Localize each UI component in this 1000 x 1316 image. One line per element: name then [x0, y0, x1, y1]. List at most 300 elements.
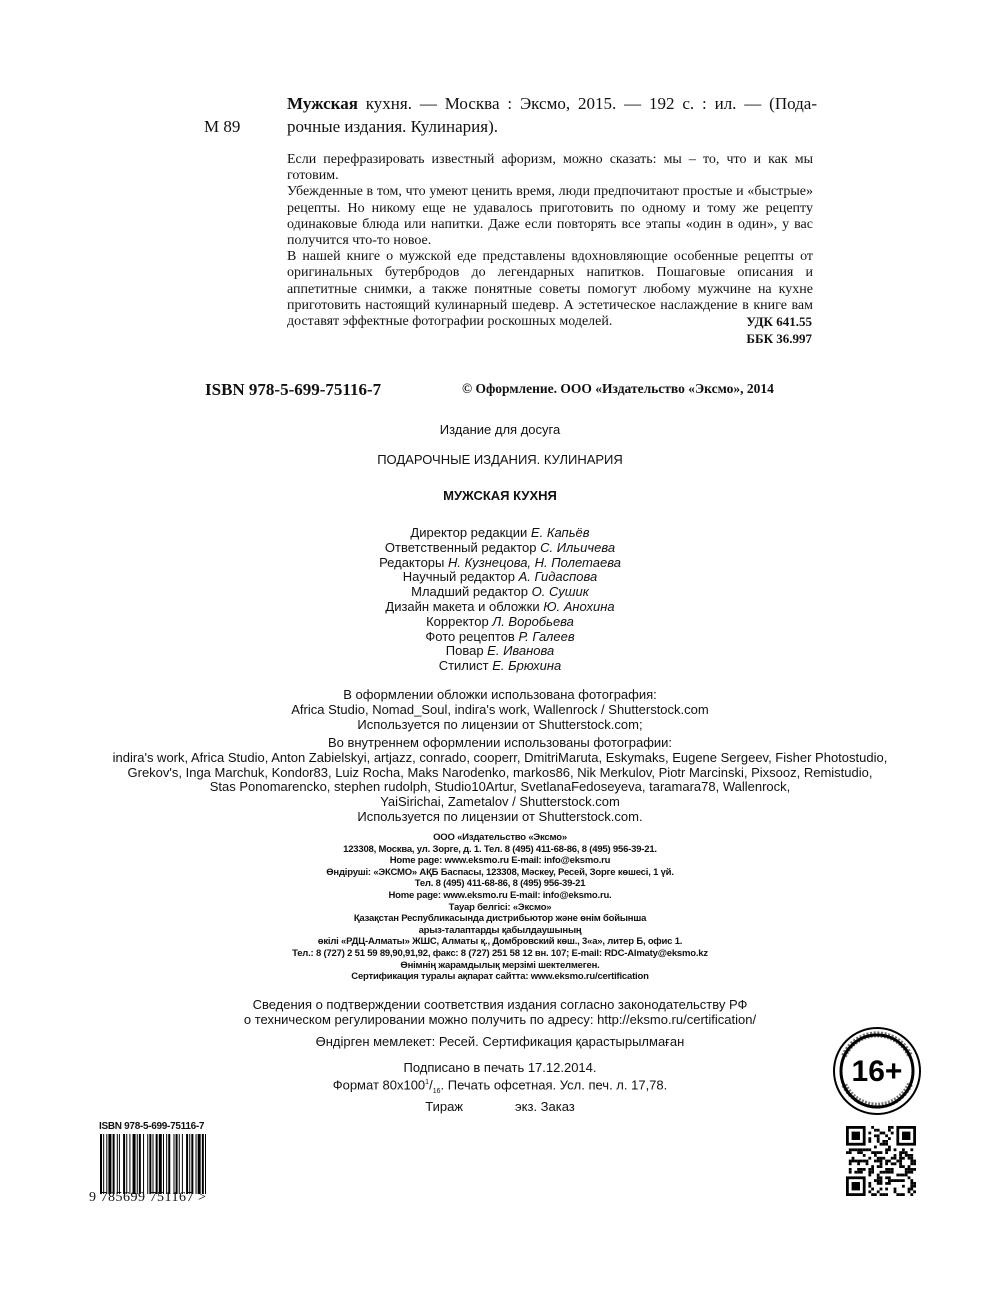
barcode-bar — [191, 1134, 193, 1194]
qr-module — [908, 1154, 911, 1157]
biblio-line-1 — [287, 92, 817, 115]
qr-module — [899, 1179, 902, 1182]
qr-module — [882, 1193, 885, 1196]
circulation-label: Тираж — [425, 1098, 464, 1114]
barcode-bar — [159, 1134, 162, 1194]
qr-module — [880, 1160, 883, 1163]
qr-module — [860, 1151, 863, 1154]
barcode-bar — [186, 1134, 188, 1194]
credit-line — [0, 615, 1000, 630]
qr-module — [880, 1132, 883, 1135]
qr-module — [863, 1160, 866, 1163]
print-format: Формат $80х100^1/_{16}$. Печать офсетная. Усл. печ. л. 17,78. — [332, 1077, 668, 1095]
qr-module — [871, 1126, 874, 1129]
inner-photo-line: Используется по лицензии от Shutterstock.com. — [357, 808, 643, 824]
barcode-bar — [179, 1134, 180, 1194]
publisher-line: Home page: www.eksmo.ru E-mail: info@eksmo.ru — [389, 855, 611, 867]
barcode-bar — [153, 1134, 154, 1194]
qr-module — [877, 1190, 880, 1193]
qr-module — [905, 1168, 908, 1171]
qr-module — [885, 1160, 888, 1163]
qr-module — [877, 1137, 880, 1140]
barcode-bar — [119, 1134, 120, 1194]
qr-module — [896, 1174, 899, 1177]
qr-module — [910, 1182, 913, 1185]
qr-module — [894, 1148, 897, 1151]
qr-module — [885, 1143, 888, 1146]
qr-module — [877, 1140, 880, 1143]
qr-module — [874, 1134, 877, 1137]
qr-module — [888, 1129, 891, 1132]
annotation-paragraph: Убежденные в том, что умеют ценить время, люди предпочитают простые и «быстрые» рецепты. Но никому еще не удавалось приготовить по одному и тому же рецепту одинаковые блюда или напитки. Даже если повторять все этапы «один в один», у вас получится что-то новое. — [287, 184, 813, 249]
qr-module — [908, 1165, 911, 1168]
publisher-line: өкілі «РДЦ-Алматы» ЖШС, Алматы қ., Домбровский көш., 3«а», литер Б, офис 1. — [317, 936, 683, 948]
barcode-bar — [189, 1134, 190, 1194]
credit-line — [0, 585, 1000, 600]
bbk-code: ББК 36.997 — [746, 331, 812, 346]
qr-module — [894, 1157, 897, 1160]
qr-module — [891, 1126, 894, 1129]
qr-module — [868, 1132, 871, 1135]
qr-module — [899, 1157, 902, 1160]
credit-name: Н. Кузнецова, Н. Полетаева — [447, 554, 621, 570]
qr-module — [891, 1171, 894, 1174]
annotation-paragraph: В нашей книге о мужской еде представлены вдохновляющие особенные рецепты от оригинальных бутербродов до легендарных напитков. Пошаговые описания и аппетитные снимки, а также понятные советы помогут любому мужчине на кухне приготовить настоящий кулинарный шедевр. А эстетическое наслаждение в книге вам доставят эффектные фотографии роскошных моделей. — [287, 249, 813, 330]
qr-module — [891, 1132, 894, 1135]
qr-module — [849, 1160, 852, 1163]
publisher-line: Қазақстан Республикасында дистрибьютор және өнім бойынша — [353, 913, 647, 925]
credit-role: Дизайн макета и обложки — [385, 598, 544, 614]
publisher-line: Өндіруші: «ЭКСМО» АҚБ Баспасы, 123308, Мәскеу, Ресей, Зорге көшесі, 1 үй. — [326, 866, 674, 878]
qr-module — [857, 1162, 860, 1165]
credit-role: Фото рецептов — [425, 628, 519, 644]
qr-module — [871, 1165, 874, 1168]
qr-module — [877, 1176, 880, 1179]
qr-module — [899, 1151, 902, 1154]
credit-name: Р. Галеев — [518, 628, 575, 644]
qr-module — [899, 1154, 902, 1157]
barcode-bar — [149, 1134, 151, 1194]
credit-name: О. Сушик — [531, 584, 589, 600]
qr-module — [874, 1129, 877, 1132]
barcode-bar — [129, 1134, 130, 1194]
qr-module — [891, 1162, 894, 1165]
credit-line — [0, 556, 1000, 571]
qr-module — [885, 1193, 888, 1196]
classification-codes — [746, 313, 812, 347]
country-of-origin: Өндірген мемлекет: Ресей. Сертификация қарастырылмаған — [315, 1034, 685, 1049]
qr-module — [882, 1171, 885, 1174]
qr-module — [885, 1168, 888, 1171]
credit-name: Ю. Анохина — [543, 598, 615, 614]
qr-module — [852, 1132, 860, 1140]
credit-line — [0, 644, 1000, 659]
credit-name: Е. Брюхина — [492, 658, 562, 674]
age-rating-badge — [832, 1026, 922, 1116]
qr-module — [877, 1165, 880, 1168]
barcode-bar — [137, 1134, 138, 1194]
qr-module — [910, 1171, 913, 1174]
publisher-line: Home page: www.eksmo.ru E-mail: info@eksmo.ru. — [388, 889, 612, 901]
qr-module — [854, 1160, 857, 1163]
qr-module — [908, 1157, 911, 1160]
qr-module — [877, 1174, 880, 1177]
publisher-line: Сертификация туралы ақпарат сайтта: www.eksmo.ru/certification — [351, 971, 649, 983]
qr-module — [899, 1174, 902, 1177]
barcode-bar — [174, 1134, 175, 1194]
qr-module — [902, 1157, 905, 1160]
qr-module — [899, 1193, 902, 1196]
barcode-bar — [196, 1134, 197, 1194]
credit-line — [0, 600, 1000, 615]
qr-module — [913, 1162, 916, 1165]
qr-module — [902, 1193, 905, 1196]
barcode-bar — [163, 1134, 164, 1194]
credit-line — [0, 630, 1000, 645]
cert-line: Сведения о подтверждении соответствия издания согласно законодательству РФ — [252, 997, 748, 1012]
barcode-bar — [205, 1134, 206, 1194]
publisher-line: арыз-талаптарды қабылдаушының — [418, 924, 582, 936]
qr-module — [868, 1174, 871, 1177]
qr-module — [874, 1151, 877, 1154]
biblio-title-bold: Мужская — [287, 94, 358, 113]
qr-module — [885, 1148, 888, 1151]
qr-module — [880, 1165, 883, 1168]
credit-line — [0, 526, 1000, 541]
qr-module — [888, 1137, 891, 1140]
qr-module — [877, 1157, 880, 1160]
qr-module — [857, 1148, 860, 1151]
cover-photo-line: Используется по лицензии от Shutterstock.com; — [357, 716, 643, 732]
barcode-bar — [202, 1134, 204, 1194]
qr-module — [877, 1179, 880, 1182]
qr-module — [894, 1179, 897, 1182]
qr-module — [871, 1168, 874, 1171]
qr-module — [885, 1182, 888, 1185]
qr-module — [899, 1162, 902, 1165]
qr-module — [877, 1160, 880, 1163]
qr-module — [868, 1140, 871, 1143]
qr-module — [871, 1171, 874, 1174]
publisher-line: Тауар белгісі: «Эксмо» — [448, 901, 552, 913]
copyright: © Оформление. ООО «Издательство «Эксмо», 2014 — [462, 381, 774, 396]
qr-module — [866, 1162, 869, 1165]
qr-module — [905, 1151, 908, 1154]
qr-module — [877, 1182, 880, 1185]
qr-module — [888, 1126, 891, 1129]
qr-module — [857, 1160, 860, 1163]
qr-module — [877, 1134, 880, 1137]
barcode-bar — [166, 1134, 167, 1194]
publisher-line: 123308, Москва, ул. Зорге, д. 1. Тел. 8 (495) 411-68-86, 8 (495) 956-39-21. — [343, 843, 657, 855]
qr-module — [905, 1171, 908, 1174]
credit-role: Редакторы — [379, 554, 448, 570]
qr-module — [908, 1168, 911, 1171]
publisher-line: Өнімнің жарамдылық мерзімі шектелмеген. — [400, 959, 600, 971]
inner-photo-line: Во внутреннем оформлении использованы фотографии: — [327, 735, 673, 750]
qr-module — [913, 1190, 916, 1193]
qr-module — [913, 1182, 916, 1185]
qr-module — [885, 1188, 888, 1191]
qr-module — [863, 1168, 866, 1171]
qr-module — [885, 1134, 888, 1137]
qr-module — [852, 1182, 860, 1190]
qr-module — [860, 1168, 863, 1171]
qr-module — [910, 1179, 913, 1182]
barcode-bar — [108, 1134, 111, 1194]
format-text: Формат 80х100 — [332, 1077, 426, 1093]
qr-module — [874, 1160, 877, 1163]
isbn: ISBN 978-5-699-75116-7 — [205, 380, 382, 399]
qr-module — [863, 1148, 866, 1151]
barcode-isbn-label: ISBN 978-5-699-75116-7 — [99, 1121, 205, 1132]
barcode-bar — [198, 1134, 201, 1194]
barcode-bar — [176, 1134, 178, 1194]
inner-photo-line: Grekov's, Inga Marchuk, Kondor83, Luiz Rocha, Maks Narodenko, markos86, Nik Merkulov, Piotr Marcinski, Pixsooz, Remistudio, — [127, 764, 873, 780]
barcode-bar — [117, 1134, 118, 1194]
qr-module — [910, 1157, 913, 1160]
credit-name: Е. Капьёв — [530, 525, 590, 540]
qr-module — [902, 1132, 910, 1140]
credit-name: С. Ильичева — [540, 539, 616, 555]
cover-photo-line: Africa Studio, Nomad_Soul, indira's work, Wallenrock / Shutterstock.com — [291, 701, 709, 717]
qr-module — [860, 1148, 863, 1151]
qr-module — [877, 1151, 880, 1154]
qr-module — [899, 1165, 902, 1168]
qr-module — [908, 1188, 911, 1191]
qr-module — [880, 1157, 883, 1160]
qr-module — [908, 1171, 911, 1174]
inner-photo-line: Stas Ponomarenсko, stephen rudolph, Studio10Artur, SvetlanaFedoseyeva, taramara78, Wallenrock, — [209, 779, 791, 795]
publisher-line: Тел. 8 (495) 411-68-86, 8 (495) 956-39-21 — [414, 878, 586, 890]
publisher-line: Тел.: 8 (727) 2 51 59 89,90,91,92, факс: 8 (727) 251 58 12 вн. 107; E-mail: RDC-Almaty@eksmo.kz — [292, 947, 708, 959]
qr-module — [880, 1162, 883, 1165]
credits-list — [0, 526, 1000, 674]
qr-module — [905, 1174, 908, 1177]
qr-module — [885, 1151, 888, 1154]
qr-module — [877, 1129, 880, 1132]
publisher-line: ООО «Издательство «Эксмо» — [433, 832, 567, 843]
barcode-bar — [113, 1134, 115, 1194]
qr-module — [902, 1179, 905, 1182]
inner-photo-line: indira's work, Africa Studio, Anton Zabielskyi, artjazz, conrado, cooperr, DmitriMaruta, Eskymaks, Eugene Sergeev, Fisher Photostudio, — [112, 749, 888, 765]
qr-module — [880, 1151, 883, 1154]
credit-name: Е. Иванова — [487, 643, 555, 659]
qr-module — [882, 1140, 885, 1143]
barcode-bar — [143, 1134, 144, 1194]
qr-module — [902, 1174, 905, 1177]
qr-module — [857, 1151, 860, 1154]
qr-module — [885, 1176, 888, 1179]
qr-module — [871, 1188, 874, 1191]
certification-info — [0, 998, 1000, 1028]
qr-module — [910, 1193, 913, 1196]
qr-module — [874, 1146, 877, 1149]
qr-module — [888, 1168, 891, 1171]
qr-module — [908, 1190, 911, 1193]
barcode-bar — [126, 1134, 127, 1194]
qr-module — [868, 1148, 871, 1151]
credit-role: Стилист — [438, 658, 493, 674]
bibliographic-record — [287, 92, 817, 138]
qr-module — [871, 1193, 874, 1196]
credit-role: Научный редактор — [402, 569, 519, 585]
credit-role: Повар — [445, 643, 488, 659]
qr-module — [860, 1171, 863, 1174]
qr-module — [899, 1160, 902, 1163]
qr-module — [852, 1160, 855, 1163]
cover-photo-line: В оформлении обложки использована фотография: — [343, 687, 657, 702]
qr-module — [885, 1171, 888, 1174]
qr-module — [866, 1160, 869, 1163]
inner-photo-credits — [0, 736, 1000, 825]
barcode-bar — [168, 1134, 170, 1194]
barcode-bar — [123, 1134, 125, 1194]
qr-module — [896, 1160, 899, 1163]
qr-module — [863, 1154, 866, 1157]
qr-module — [874, 1154, 877, 1157]
qr-module — [885, 1162, 888, 1165]
cert-line: о техническом регулировании можно получить по адресу: http://eksmo.ru/certification/ — [243, 1011, 757, 1027]
qr-module — [902, 1185, 905, 1188]
qr-module — [888, 1179, 891, 1182]
qr-module — [849, 1168, 852, 1171]
qr-module — [888, 1146, 891, 1149]
barcode-bar — [133, 1134, 136, 1194]
qr-module — [913, 1168, 916, 1171]
qr-module — [885, 1140, 888, 1143]
qr-module — [891, 1179, 894, 1182]
qr-module — [910, 1188, 913, 1191]
qr-module — [902, 1148, 905, 1151]
barcode-bar — [139, 1134, 141, 1194]
credit-role: Директор редакции — [410, 525, 531, 540]
qr-module — [880, 1193, 883, 1196]
qr-code — [846, 1126, 916, 1196]
barcode-bar — [103, 1134, 104, 1194]
qr-module — [910, 1162, 913, 1165]
qr-module — [880, 1143, 883, 1146]
credit-name: Л. Воробьева — [492, 613, 574, 629]
publisher-info — [0, 832, 1000, 983]
qr-module — [896, 1179, 899, 1182]
qr-module — [882, 1157, 885, 1160]
barcode-bar — [106, 1134, 107, 1194]
credit-role: Ответственный редактор — [384, 539, 541, 555]
biblio-line-2: рочные издания. Кулинария). — [287, 117, 499, 136]
qr-module — [868, 1137, 871, 1140]
qr-module — [849, 1151, 852, 1154]
barcode-bar — [147, 1134, 148, 1194]
qr-module — [908, 1176, 911, 1179]
qr-module — [894, 1188, 897, 1191]
series-name: ПОДАРОЧНЫЕ ИЗДАНИЯ. КУЛИНАРИЯ — [377, 452, 623, 467]
qr-module — [849, 1171, 852, 1174]
qr-module — [874, 1179, 877, 1182]
qr-module — [846, 1151, 849, 1154]
qr-module — [913, 1160, 916, 1163]
qr-module — [894, 1190, 897, 1193]
credit-line — [0, 659, 1000, 674]
format-rest: . Печать офсетная. Усл. печ. л. 17,78. — [440, 1077, 668, 1093]
qr-module — [913, 1185, 916, 1188]
qr-module — [880, 1176, 883, 1179]
qr-module — [888, 1182, 891, 1185]
inner-photo-line: YaiSirichai, Zametalov / Shutterstock.com — [380, 794, 620, 810]
qr-module — [868, 1182, 871, 1185]
qr-module — [874, 1193, 877, 1196]
qr-module — [891, 1157, 894, 1160]
cover-photo-credits — [0, 688, 1000, 732]
annotation-paragraph: Если перефразировать известный афоризм, можно сказать: мы – то, что и как мы готовим. — [287, 152, 813, 184]
qr-module — [857, 1168, 860, 1171]
qr-module — [880, 1182, 883, 1185]
qr-module — [894, 1154, 897, 1157]
qr-module — [860, 1160, 863, 1163]
qr-module — [910, 1160, 913, 1163]
format-denominator: 16 — [432, 1087, 441, 1095]
barcode — [100, 1134, 250, 1194]
qr-module — [910, 1154, 913, 1157]
qr-module — [910, 1148, 913, 1151]
qr-module — [880, 1179, 883, 1182]
qr-module — [871, 1151, 874, 1154]
qr-module — [852, 1157, 855, 1160]
qr-module — [902, 1151, 905, 1154]
qr-module — [857, 1171, 860, 1174]
biblio-line-1-rest: кухня. — Москва : Эксмо, 2015. — 192 с. : ил. — (Пода- — [357, 94, 817, 113]
qr-module — [896, 1193, 899, 1196]
qr-module — [868, 1171, 871, 1174]
credit-line — [0, 541, 1000, 556]
annotation — [287, 152, 813, 330]
qr-module — [852, 1148, 855, 1151]
qr-module — [866, 1148, 869, 1151]
qr-module — [868, 1168, 871, 1171]
qr-module — [905, 1154, 908, 1157]
qr-module — [888, 1171, 891, 1174]
qr-module — [882, 1132, 885, 1135]
qr-module — [910, 1168, 913, 1171]
qr-module — [882, 1143, 885, 1146]
qr-module — [888, 1148, 891, 1151]
age-rating-text: 16+ — [851, 1055, 903, 1088]
signed-date: Подписано в печать 17.12.2014. — [403, 1060, 597, 1075]
qr-module — [868, 1185, 871, 1188]
credit-name: А. Гидаспова — [518, 569, 598, 585]
barcode-bar — [182, 1134, 183, 1194]
qr-module — [854, 1171, 857, 1174]
qr-module — [868, 1190, 871, 1193]
barcode-bar — [156, 1134, 158, 1194]
qr-module — [902, 1165, 905, 1168]
qr-module — [910, 1185, 913, 1188]
qr-module — [888, 1160, 891, 1163]
book-title: МУЖСКАЯ КУХНЯ — [443, 488, 557, 503]
format-numerator: 1 — [425, 1078, 430, 1086]
author-mark: М 89 — [204, 117, 241, 136]
qr-module — [849, 1148, 852, 1151]
barcode-bar — [100, 1134, 102, 1194]
qr-module — [849, 1162, 852, 1165]
qr-module — [888, 1176, 891, 1179]
barcode-digits: 9 785699 751167 > — [89, 1190, 207, 1205]
qr-module — [891, 1168, 894, 1171]
edition-type: Издание для досуга — [439, 422, 561, 437]
qr-module — [894, 1162, 897, 1165]
qr-module — [880, 1188, 883, 1191]
udk-code: УДК 641.55 — [746, 314, 812, 329]
